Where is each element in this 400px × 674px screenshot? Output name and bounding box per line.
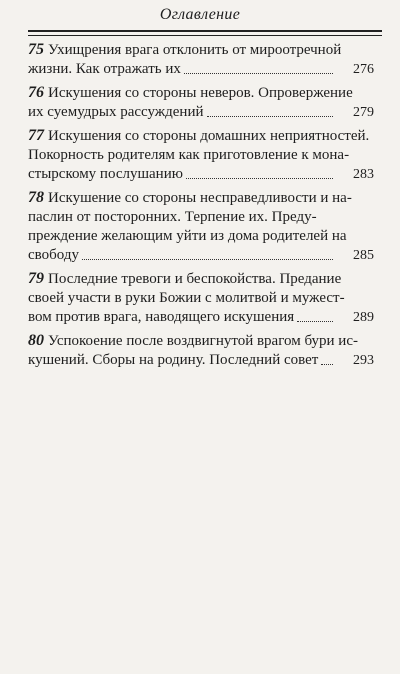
running-header: Оглавление	[159, 6, 241, 23]
page-number: 283	[353, 167, 374, 182]
entry-line: 75 Ухищрения врага отклонить от мироотречной	[28, 41, 342, 58]
dot-leader	[82, 258, 333, 260]
entry-line: 79 Последние тревоги и беспокойства. Предание	[28, 270, 342, 287]
entry-last-line: кушений. Сборы на родину. Последний совет 293	[28, 352, 374, 368]
toc-entry-76[interactable]	[28, 83, 374, 122]
entry-last-line: вом против врага, наводящего искушения 289	[28, 309, 374, 325]
entry-line: преждение желающим уйти из дома родителей на	[28, 228, 347, 244]
entry-line: своей участи в руки Божии с молитвой и мужест-	[28, 290, 345, 306]
entry-line: паслин от посторонних. Терпение их. Преду-	[28, 209, 317, 225]
entry-last-line: свободу 285	[28, 247, 374, 263]
entry-last-line: стырскому послушанию 283	[28, 166, 374, 182]
entry-line: 77 Искушения со стороны домашних неприятностей.	[28, 127, 370, 144]
entry-number: 75	[28, 41, 44, 58]
header-rule-thick	[28, 30, 382, 32]
toc-entry-75[interactable]	[28, 40, 374, 79]
entry-line: 78 Искушение со стороны несправедливости и на-	[28, 189, 352, 206]
entry-last-line: жизни. Как отражать их 276	[28, 61, 374, 77]
entry-line: 76 Искушения со стороны неверов. Опровержение	[28, 84, 353, 101]
toc-entry-79[interactable]	[28, 269, 374, 327]
entry-line: Покорность родителям как приготовление к мона-	[28, 147, 350, 163]
table-of-contents	[28, 40, 374, 370]
page-number: 293	[353, 353, 374, 368]
entry-number: 77	[28, 127, 44, 144]
dot-leader	[186, 177, 333, 179]
page-number: 289	[353, 310, 374, 325]
dot-leader	[184, 72, 333, 74]
entry-number: 79	[28, 270, 44, 287]
page-number: 285	[353, 248, 374, 263]
page-number: 279	[353, 105, 374, 120]
entry-number: 76	[28, 84, 44, 101]
entry-number: 78	[28, 189, 44, 206]
entry-line: 80 Успокоение после воздвигнутой врагом бури ис-	[28, 332, 358, 349]
entry-number: 80	[28, 332, 44, 349]
dot-leader	[321, 363, 333, 365]
entry-last-line: их суемудрых рассуждений 279	[28, 104, 374, 120]
page-number: 276	[353, 62, 374, 77]
dot-leader	[207, 115, 333, 117]
toc-entry-80[interactable]	[28, 331, 374, 370]
header-rule-thin	[28, 35, 382, 36]
dot-leader	[297, 320, 333, 322]
toc-entry-78[interactable]	[28, 188, 374, 265]
toc-entry-77[interactable]	[28, 126, 374, 184]
